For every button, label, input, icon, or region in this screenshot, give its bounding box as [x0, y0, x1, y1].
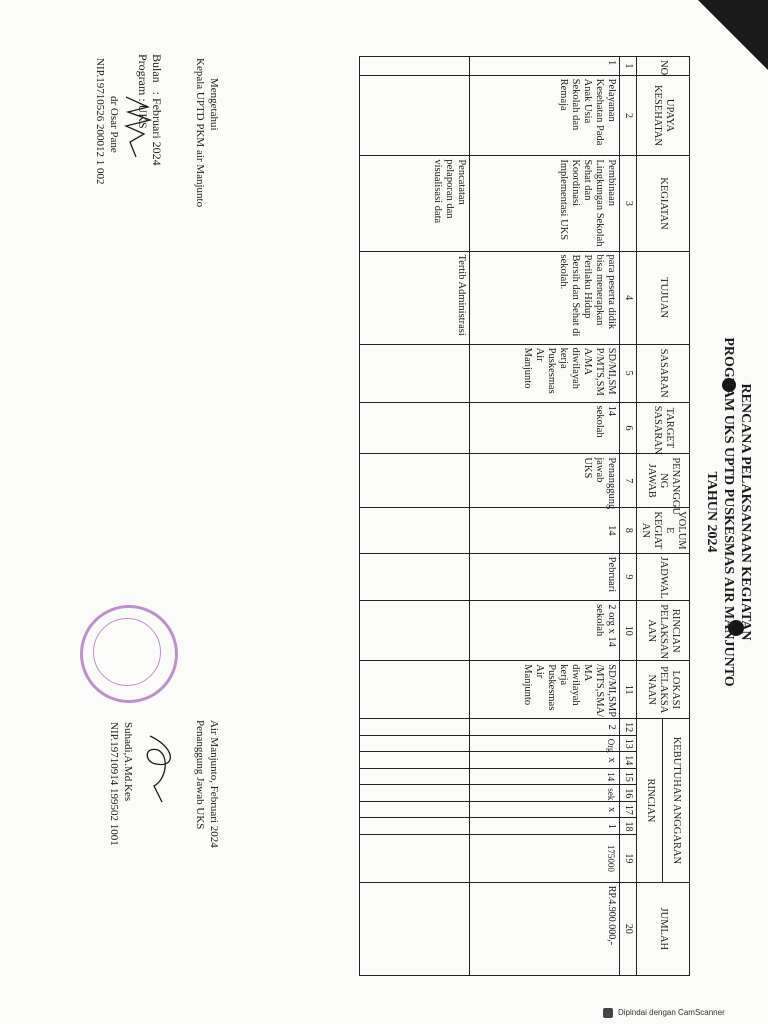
cell-empty	[360, 801, 470, 818]
col-num: 2	[620, 75, 637, 156]
doc-title-line3: TAHUN 2024	[704, 471, 719, 553]
cell-rincian-anggaran: Org	[470, 735, 620, 752]
cell-rincian-anggaran: sek	[470, 785, 620, 802]
doc-title-line1: RENCANA PELAKSANAAN KEGIATAN	[738, 383, 753, 641]
signature-scribble-left	[116, 92, 156, 162]
header-upaya: UPAYA KESEHATAN	[637, 75, 690, 156]
col-num: 8	[620, 508, 637, 554]
cell-target: 14 sekolah	[470, 402, 620, 454]
header-rincian: RINCIAN	[637, 719, 664, 883]
cell-sasaran: SD/MI,SM P/MTS,SM A/MA diwilayah kerja Puskesmas Air Manjunto	[470, 344, 620, 402]
cell-rincian-anggaran: 14	[470, 768, 620, 785]
bulan-label: Bulan : Februari 2024	[150, 54, 164, 166]
cell-volume: 14	[470, 508, 620, 554]
cell-empty	[360, 735, 470, 752]
col-num: 4	[620, 251, 637, 344]
cell-empty	[360, 752, 470, 769]
cell-rincian-anggaran: x	[470, 801, 620, 818]
cell-empty	[360, 818, 470, 835]
header-kebutuhan: KEBUTUHAN ANGGARAN	[663, 719, 690, 883]
col-num: 16	[620, 785, 637, 802]
column-number-row	[620, 57, 637, 976]
col-num: 10	[620, 601, 637, 661]
cell-empty	[360, 57, 470, 76]
cell-empty	[360, 768, 470, 785]
cell-empty	[360, 344, 470, 402]
cell-jadwal: Pebruari	[470, 553, 620, 601]
cell-empty	[360, 402, 470, 454]
col-num: 7	[620, 454, 637, 508]
col-num: 12	[620, 719, 637, 736]
sig-left-nip: NIP.19710526 200012 1 002	[94, 58, 106, 185]
sig-right-nip: NIP.19710914 199502 1001	[108, 722, 120, 846]
header-kegiatan: KEGIATAN	[637, 156, 690, 251]
sig-left-line2: Kepala UPTD PKM air Manjunto	[194, 58, 206, 208]
plan-table	[359, 56, 690, 976]
cell-empty	[360, 661, 470, 719]
col-num: 13	[620, 735, 637, 752]
header-sasaran: SASARAN	[637, 344, 690, 402]
col-num: 1	[620, 57, 637, 76]
cell-rincian-anggaran: 175000	[470, 835, 620, 883]
official-stamp	[80, 605, 178, 703]
cell-lokasi: SD/MI,SMP /MTS,SMA/ MA diwilayah kerja Puskesmas Air Manjunto	[470, 661, 620, 719]
cell-tujuan: Tertib Administrasi	[360, 251, 470, 344]
cell-empty	[360, 553, 470, 601]
sig-left-line1: Mengetahui	[208, 78, 220, 131]
sig-right-line1: Air Manjunto, Februari 2024	[208, 720, 220, 848]
cell-empty	[360, 601, 470, 661]
cell-empty	[360, 508, 470, 554]
doc-title-line2: PROGRAM UKS UPTD PUSKESMAS AIR MANJUNTO	[721, 337, 736, 687]
header-row	[663, 57, 690, 976]
col-num: 6	[620, 402, 637, 454]
cell-empty	[360, 882, 470, 975]
header-no: NO	[637, 57, 690, 76]
header-target: TARGET SASARAN	[637, 402, 690, 454]
cell-empty	[360, 835, 470, 883]
cell-rincian-pelaksanaan: 2 org x 14 sekolah	[470, 601, 620, 661]
cell-empty	[360, 454, 470, 508]
cell-empty	[360, 719, 470, 736]
col-num: 19	[620, 835, 637, 883]
cell-upaya: Pelayanan Kesehatan Pada Anak Usia Sekolah dan Remaja	[470, 75, 620, 156]
cell-jumlah: RP.4.900.000,-	[470, 882, 620, 975]
cell-kegiatan: Pembinaan Lingkungan Sekolah Sehat dan Koordinasi Implementasi UKS	[470, 156, 620, 251]
header-pj: PENANGGU NG JAWAB	[637, 454, 690, 508]
camscanner-icon	[603, 1008, 613, 1018]
col-num: 18	[620, 818, 637, 835]
table-row	[360, 57, 470, 976]
cell-empty	[360, 785, 470, 802]
cell-kegiatan: Pencatatan pelaporan dan visualisasi data	[360, 156, 470, 251]
header-jadwal: JADWAL	[637, 553, 690, 601]
scanner-footer: Dipindai dengan CamScanner	[618, 1008, 725, 1017]
sig-right-name: Suhadi,A.Md.Kes	[122, 722, 134, 802]
col-num: 15	[620, 768, 637, 785]
col-num: 17	[620, 801, 637, 818]
header-tujuan: TUJUAN	[637, 251, 690, 344]
cell-rincian-anggaran: x	[470, 752, 620, 769]
col-num: 20	[620, 882, 637, 975]
cell-no: 1	[470, 57, 620, 76]
cell-rincian-anggaran: 2	[470, 719, 620, 736]
sig-right-line2: Penanggung Jawab UKS	[194, 720, 206, 830]
cell-rincian-anggaran: 1	[470, 818, 620, 835]
program-label: Program : UKS	[136, 54, 150, 129]
header-rincian-pelaksanaan: RINCIAN PELAKSAN AAN	[637, 601, 690, 661]
col-num: 9	[620, 553, 637, 601]
header-jumlah: JUMLAH	[637, 882, 690, 975]
col-num: 5	[620, 344, 637, 402]
col-num: 3	[620, 156, 637, 251]
signature-scribble-right	[136, 728, 180, 808]
header-lokasi: LOKASI PELAKSA NAAN	[637, 661, 690, 719]
sig-left-name: dr Osar Pane	[108, 96, 120, 153]
cell-empty	[360, 75, 470, 156]
col-num: 11	[620, 661, 637, 719]
cell-pj: Penanggung jawab UKS	[470, 454, 620, 508]
table-row	[470, 57, 620, 976]
cell-tujuan: para peserta didik bisa menerapkan Perilaku Hidup Bersih dan Sehat di sekolah.	[470, 251, 620, 344]
col-num: 14	[620, 752, 637, 769]
header-volume: VOLUM E KEGIAT AN	[637, 508, 690, 554]
